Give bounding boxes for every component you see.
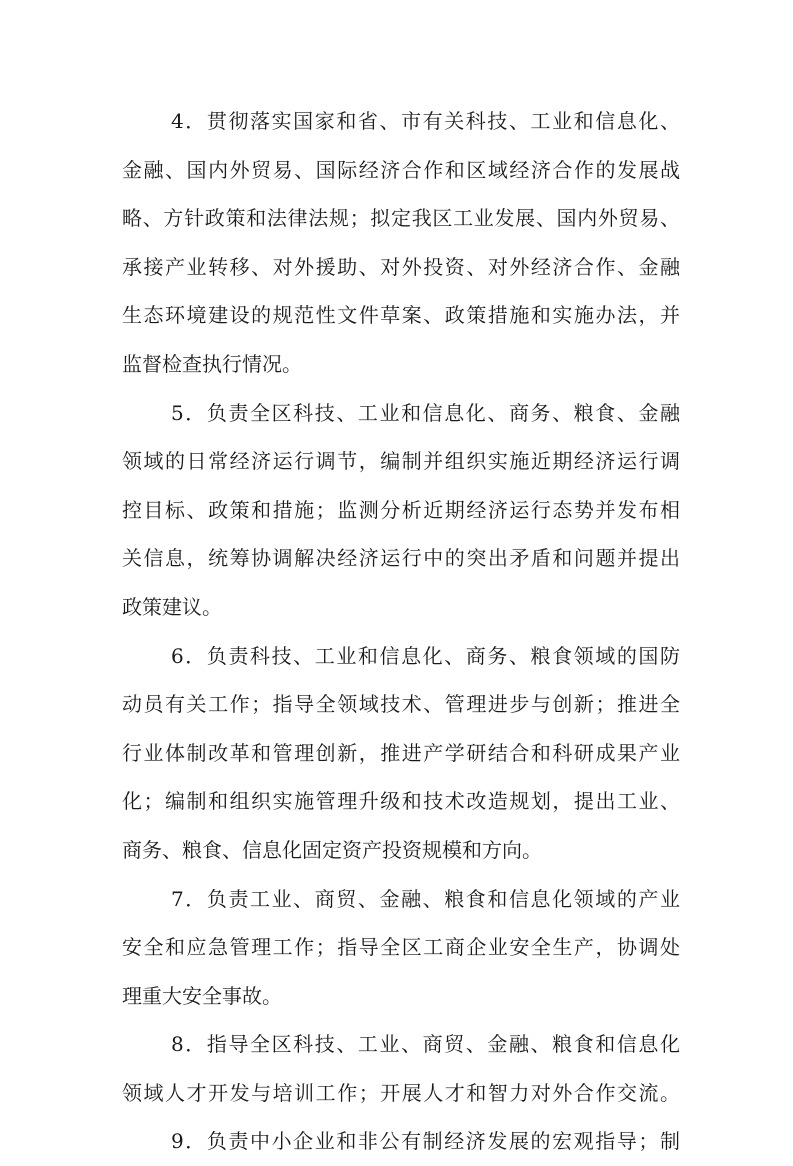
text-line: 4．贯彻落实国家和省、市有关科技、工业和信息化、: [171, 109, 680, 133]
text-line: 商务、粮食、信息化固定资产投资规模和方向。: [122, 837, 542, 862]
paragraph-8: [122, 1020, 680, 1117]
text-line: 5．负责全区科技、工业和信息化、商务、粮食、金融: [171, 400, 680, 425]
paragraph-9: [122, 1117, 680, 1166]
text-line: 控目标、政策和措施；监测分析近期经济运行态势并发布相: [122, 497, 680, 522]
text-line: 动员有关工作；指导全领域技术、管理进步与创新；推进全: [122, 692, 680, 717]
text-line: 理重大安全事故。: [122, 983, 282, 1008]
text-line: 8．指导全区科技、工业、商贸、金融、粮食和信息化: [171, 1032, 680, 1057]
text-line: 9．负责中小企业和非公有制经济发展的宏观指导；制: [171, 1129, 680, 1154]
text-line: 生态环境建设的规范性文件草案、政策措施和实施办法，并: [122, 303, 680, 328]
text-line: 安全和应急管理工作；指导全区工商企业安全生产，协调处: [122, 935, 680, 960]
paragraph-6: [122, 632, 680, 875]
text-line: 领域人才开发与培训工作；开展人才和智力对外合作交流。: [122, 1080, 680, 1105]
text-line: 7．负责工业、商贸、金融、粮食和信息化领域的产业: [171, 886, 680, 911]
text-line: 关信息，统筹协调解决经济运行中的突出矛盾和问题并提出: [122, 546, 680, 571]
paragraph-4: [122, 97, 680, 389]
text-line: 6．负责科技、工业和信息化、商务、粮食领域的国防: [171, 643, 680, 668]
text-line: 领域的日常经济运行调节，编制并组织实施近期经济运行调: [122, 449, 680, 474]
paragraph-5: [122, 389, 680, 632]
text-line: 承接产业转移、对外援助、对外投资、对外经济合作、金融: [122, 254, 680, 279]
paragraph-7: [122, 875, 680, 1021]
document-body: [122, 97, 680, 1166]
text-line: 行业体制改革和管理创新，推进产学研结合和科研成果产业: [122, 740, 680, 765]
text-line: 化；编制和组织实施管理升级和技术改造规划，提出工业、: [122, 789, 680, 814]
text-line: 监督检查执行情况。: [122, 351, 302, 376]
text-line: 政策建议。: [122, 594, 222, 619]
text-line: 金融、国内外贸易、国际经济合作和区域经济合作的发展战: [122, 157, 680, 182]
text-line: 略、方针政策和法律法规；拟定我区工业发展、国内外贸易、: [122, 206, 680, 231]
